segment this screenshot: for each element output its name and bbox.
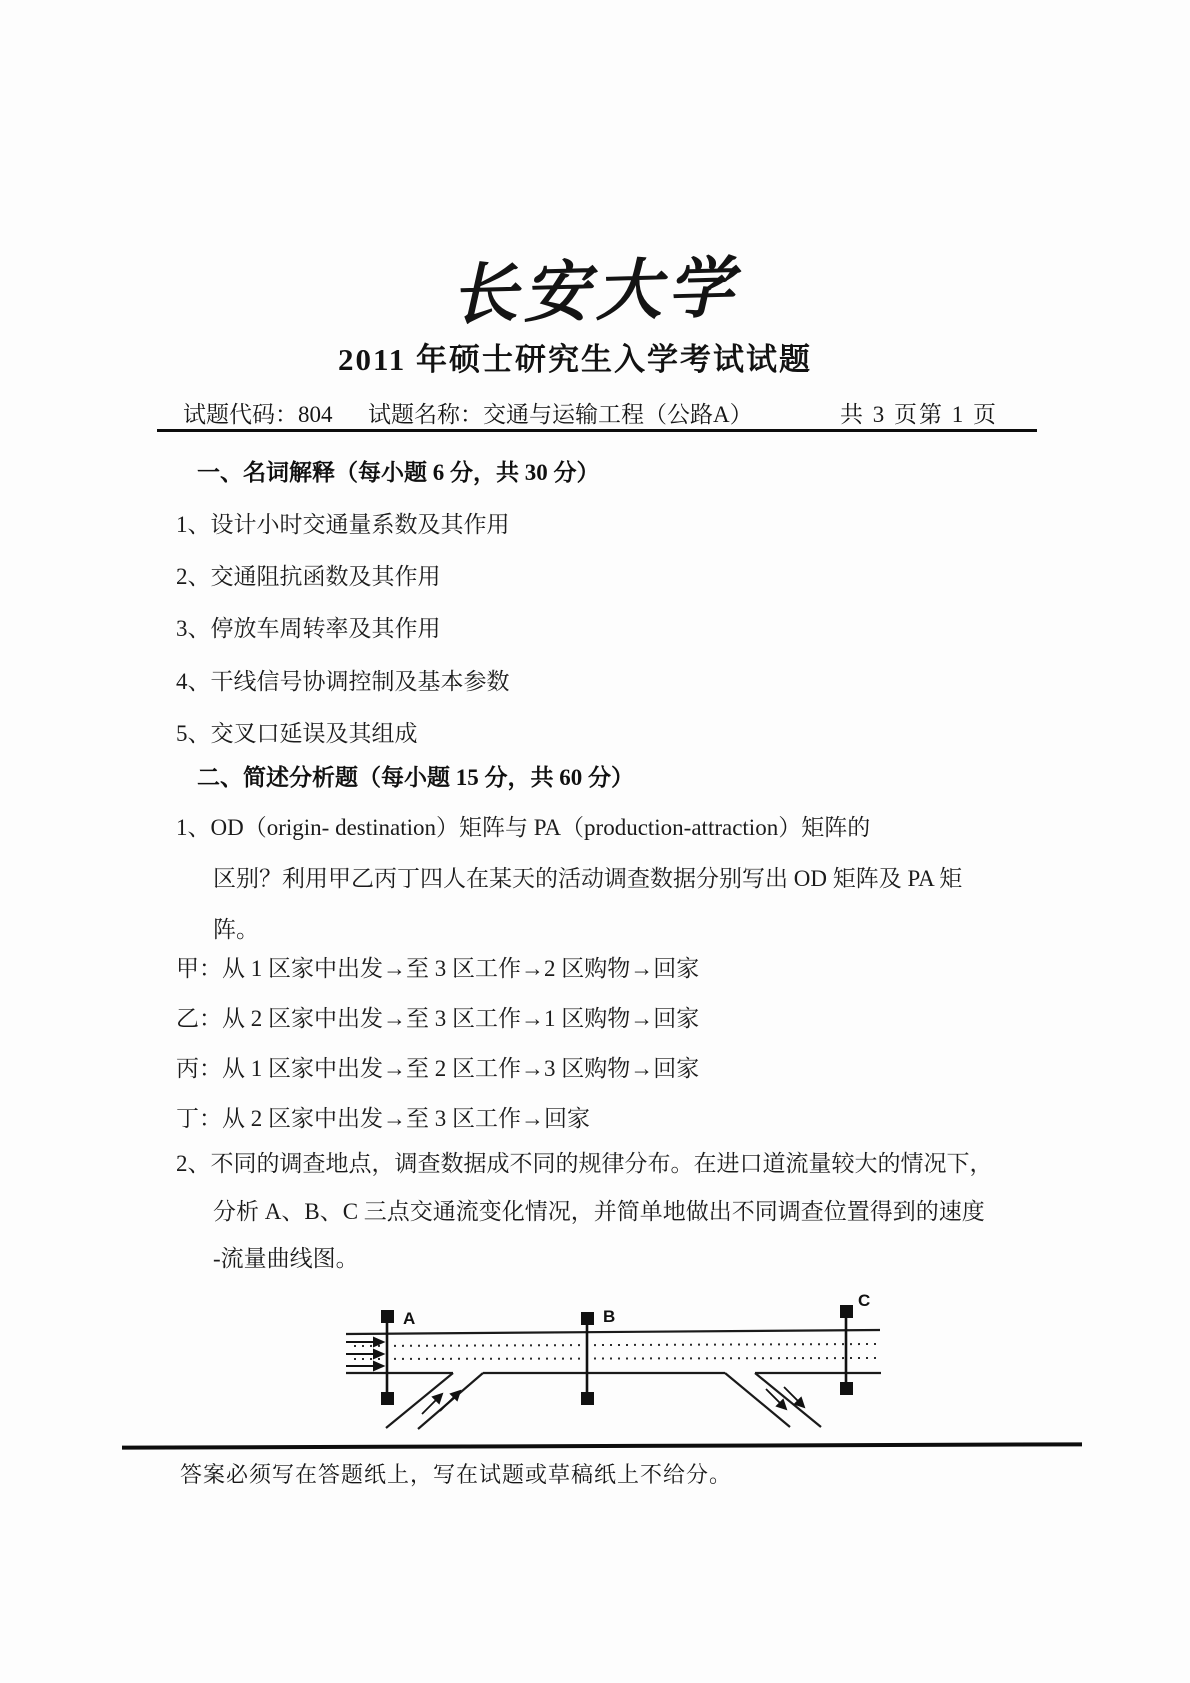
station-B-label: B xyxy=(603,1307,616,1326)
s1-item-5: 5、交叉口延误及其组成 xyxy=(176,721,418,746)
s2-q1-line-1: 1、OD（origin- destination）矩阵与 PA（production-attraction）矩阵的 xyxy=(176,815,871,840)
station-C-label: C xyxy=(858,1291,871,1310)
station-B xyxy=(581,1307,615,1405)
s1-item-4: 4、干线信号协调控制及基本参数 xyxy=(176,669,510,694)
station-C-bottom-marker xyxy=(840,1382,853,1395)
s1-item-2: 2、交通阻抗函数及其作用 xyxy=(176,564,441,589)
s2-q2-line-1: 2、不同的调查地点，调查数据成不同的规律分布。在进口道流量较大的情况下， xyxy=(176,1151,993,1176)
trip-chain-yi: 乙：从 2 区家中出发→至 3 区工作→1 区购物→回家 xyxy=(176,1006,700,1031)
trip-chain-jia: 甲：从 1 区家中出发→至 3 区工作→2 区购物→回家 xyxy=(176,956,700,981)
station-C xyxy=(840,1291,870,1395)
road-diagram xyxy=(318,1288,898,1456)
page-title: 2011 年硕士研究生入学考试试题 xyxy=(337,342,813,377)
lane-markings xyxy=(354,1344,876,1359)
station-A-bottom-marker xyxy=(381,1392,394,1405)
trip-chain-ding: 丁：从 2 区家中出发→至 3 区工作→回家 xyxy=(176,1106,590,1131)
station-A-top-marker xyxy=(381,1310,394,1323)
exam-code: 试题代码：804 xyxy=(183,402,333,427)
section-1-heading: 一、名词解释（每小题 6 分，共 30 分） xyxy=(197,460,600,485)
page-count: 共 3 页第 1 页 xyxy=(840,402,998,427)
station-B-top-marker xyxy=(581,1312,594,1325)
station-B-bottom-marker xyxy=(581,1392,594,1405)
trip-chain-bing: 丙：从 1 区家中出发→至 2 区工作→3 区购物→回家 xyxy=(176,1056,700,1081)
s1-item-3: 3、停放车周转率及其作用 xyxy=(176,616,441,641)
road-edges xyxy=(346,1330,881,1373)
footer-note: 答案必须写在答题纸上，写在试题或草稿纸上不给分。 xyxy=(180,1462,733,1487)
exam-meta-row xyxy=(0,396,1190,430)
exam-name: 试题名称：交通与运输工程（公路A） xyxy=(368,402,753,427)
s2-q1-line-2: 区别？利用甲乙丙丁四人在某天的活动调查数据分别写出 OD 矩阵及 PA 矩 xyxy=(213,866,963,891)
s2-q2-line-2: 分析 A、B、C 三点交通流变化情况，并简单地做出不同调查位置得到的速度 xyxy=(213,1199,985,1224)
university-logo: 长安大学 xyxy=(450,252,741,333)
entry-flow-arrows xyxy=(346,1338,383,1370)
station-A xyxy=(381,1309,415,1405)
off-ramp xyxy=(725,1373,821,1427)
s1-item-1: 1、设计小时交通量系数及其作用 xyxy=(176,512,510,537)
station-C-top-marker xyxy=(840,1305,853,1318)
s2-q2-line-3: -流量曲线图。 xyxy=(213,1246,359,1271)
section-2-heading: 二、简述分析题（每小题 15 分，共 60 分） xyxy=(197,765,634,790)
station-A-label: A xyxy=(403,1309,416,1328)
header-divider xyxy=(157,429,1037,432)
s2-q1-line-3: 阵。 xyxy=(213,917,259,942)
